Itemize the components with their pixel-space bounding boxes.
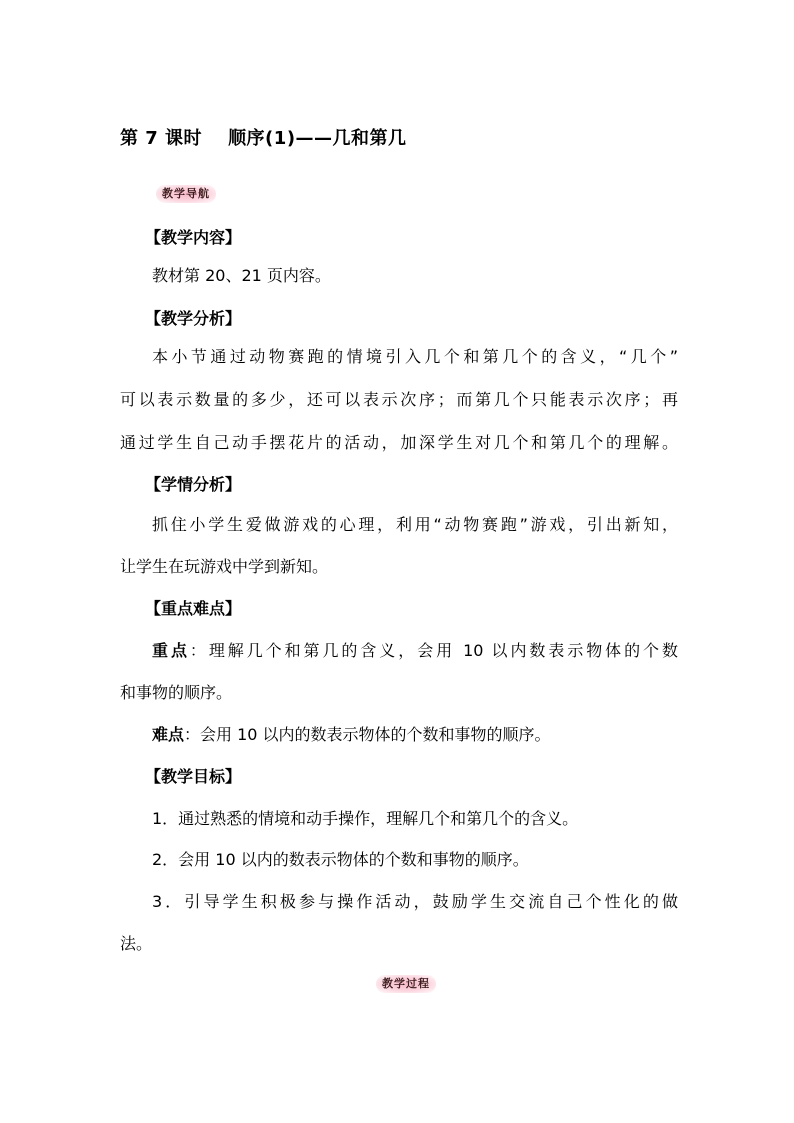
goal-item-continuation: 法。 [120, 934, 153, 953]
analysis-paragraph-line: 可以表示数量的多少，还可以表示次序；而第几个只能表示次序；再 [120, 390, 678, 409]
goal-item: 1．通过熟悉的情境和动手操作，理解几个和第几个的含义。 [152, 809, 579, 828]
difficult-point-text: ：会用 10 以内的数表示物体的个数和事物的顺序。 [184, 725, 551, 744]
analysis-paragraph-line: 本小节通过动物赛跑的情境引入几个和第几个的含义，“几个” [152, 347, 678, 366]
teaching-navigation-badge: 教学导航 [156, 185, 216, 203]
learner-analysis-heading: 【学情分析】 [145, 475, 242, 494]
goals-heading: 【教学目标】 [145, 767, 242, 786]
key-point-text: ：理解几个和第几的含义，会用 10 以内数表示物体的个数 [189, 641, 678, 660]
lesson-number: 第 7 课时 [120, 128, 203, 149]
learner-analysis-line: 让学生在玩游戏中学到新知。 [120, 557, 329, 576]
lesson-topic: 顺序(1)——几和第几 [228, 128, 407, 149]
content-text: 教材第 20、21 页内容。 [152, 266, 331, 285]
key-point-label: 重点 [152, 641, 190, 660]
content-heading: 【教学内容】 [145, 228, 242, 247]
goal-item: 3．引导学生积极参与操作活动，鼓励学生交流自己个性化的做 [152, 892, 678, 911]
teaching-process-badge: 教学过程 [376, 975, 436, 993]
key-point-line [152, 639, 678, 663]
lesson-title [120, 124, 407, 150]
learner-analysis-line: 抓住小学生爱做游戏的心理，利用“动物赛跑”游戏，引出新知， [152, 515, 678, 534]
difficult-point-label: 难点 [152, 725, 185, 744]
difficult-point-line [152, 723, 712, 747]
analysis-paragraph-line: 通过学生自己动手摆花片的活动，加深学生对几个和第几个的理解。 [120, 433, 678, 452]
keypoints-heading: 【重点难点】 [145, 599, 242, 618]
goal-item: 2．会用 10 以内的数表示物体的个数和事物的顺序。 [152, 850, 529, 869]
key-point-continuation: 和事物的顺序。 [120, 683, 233, 702]
analysis-heading: 【教学分析】 [145, 309, 242, 328]
